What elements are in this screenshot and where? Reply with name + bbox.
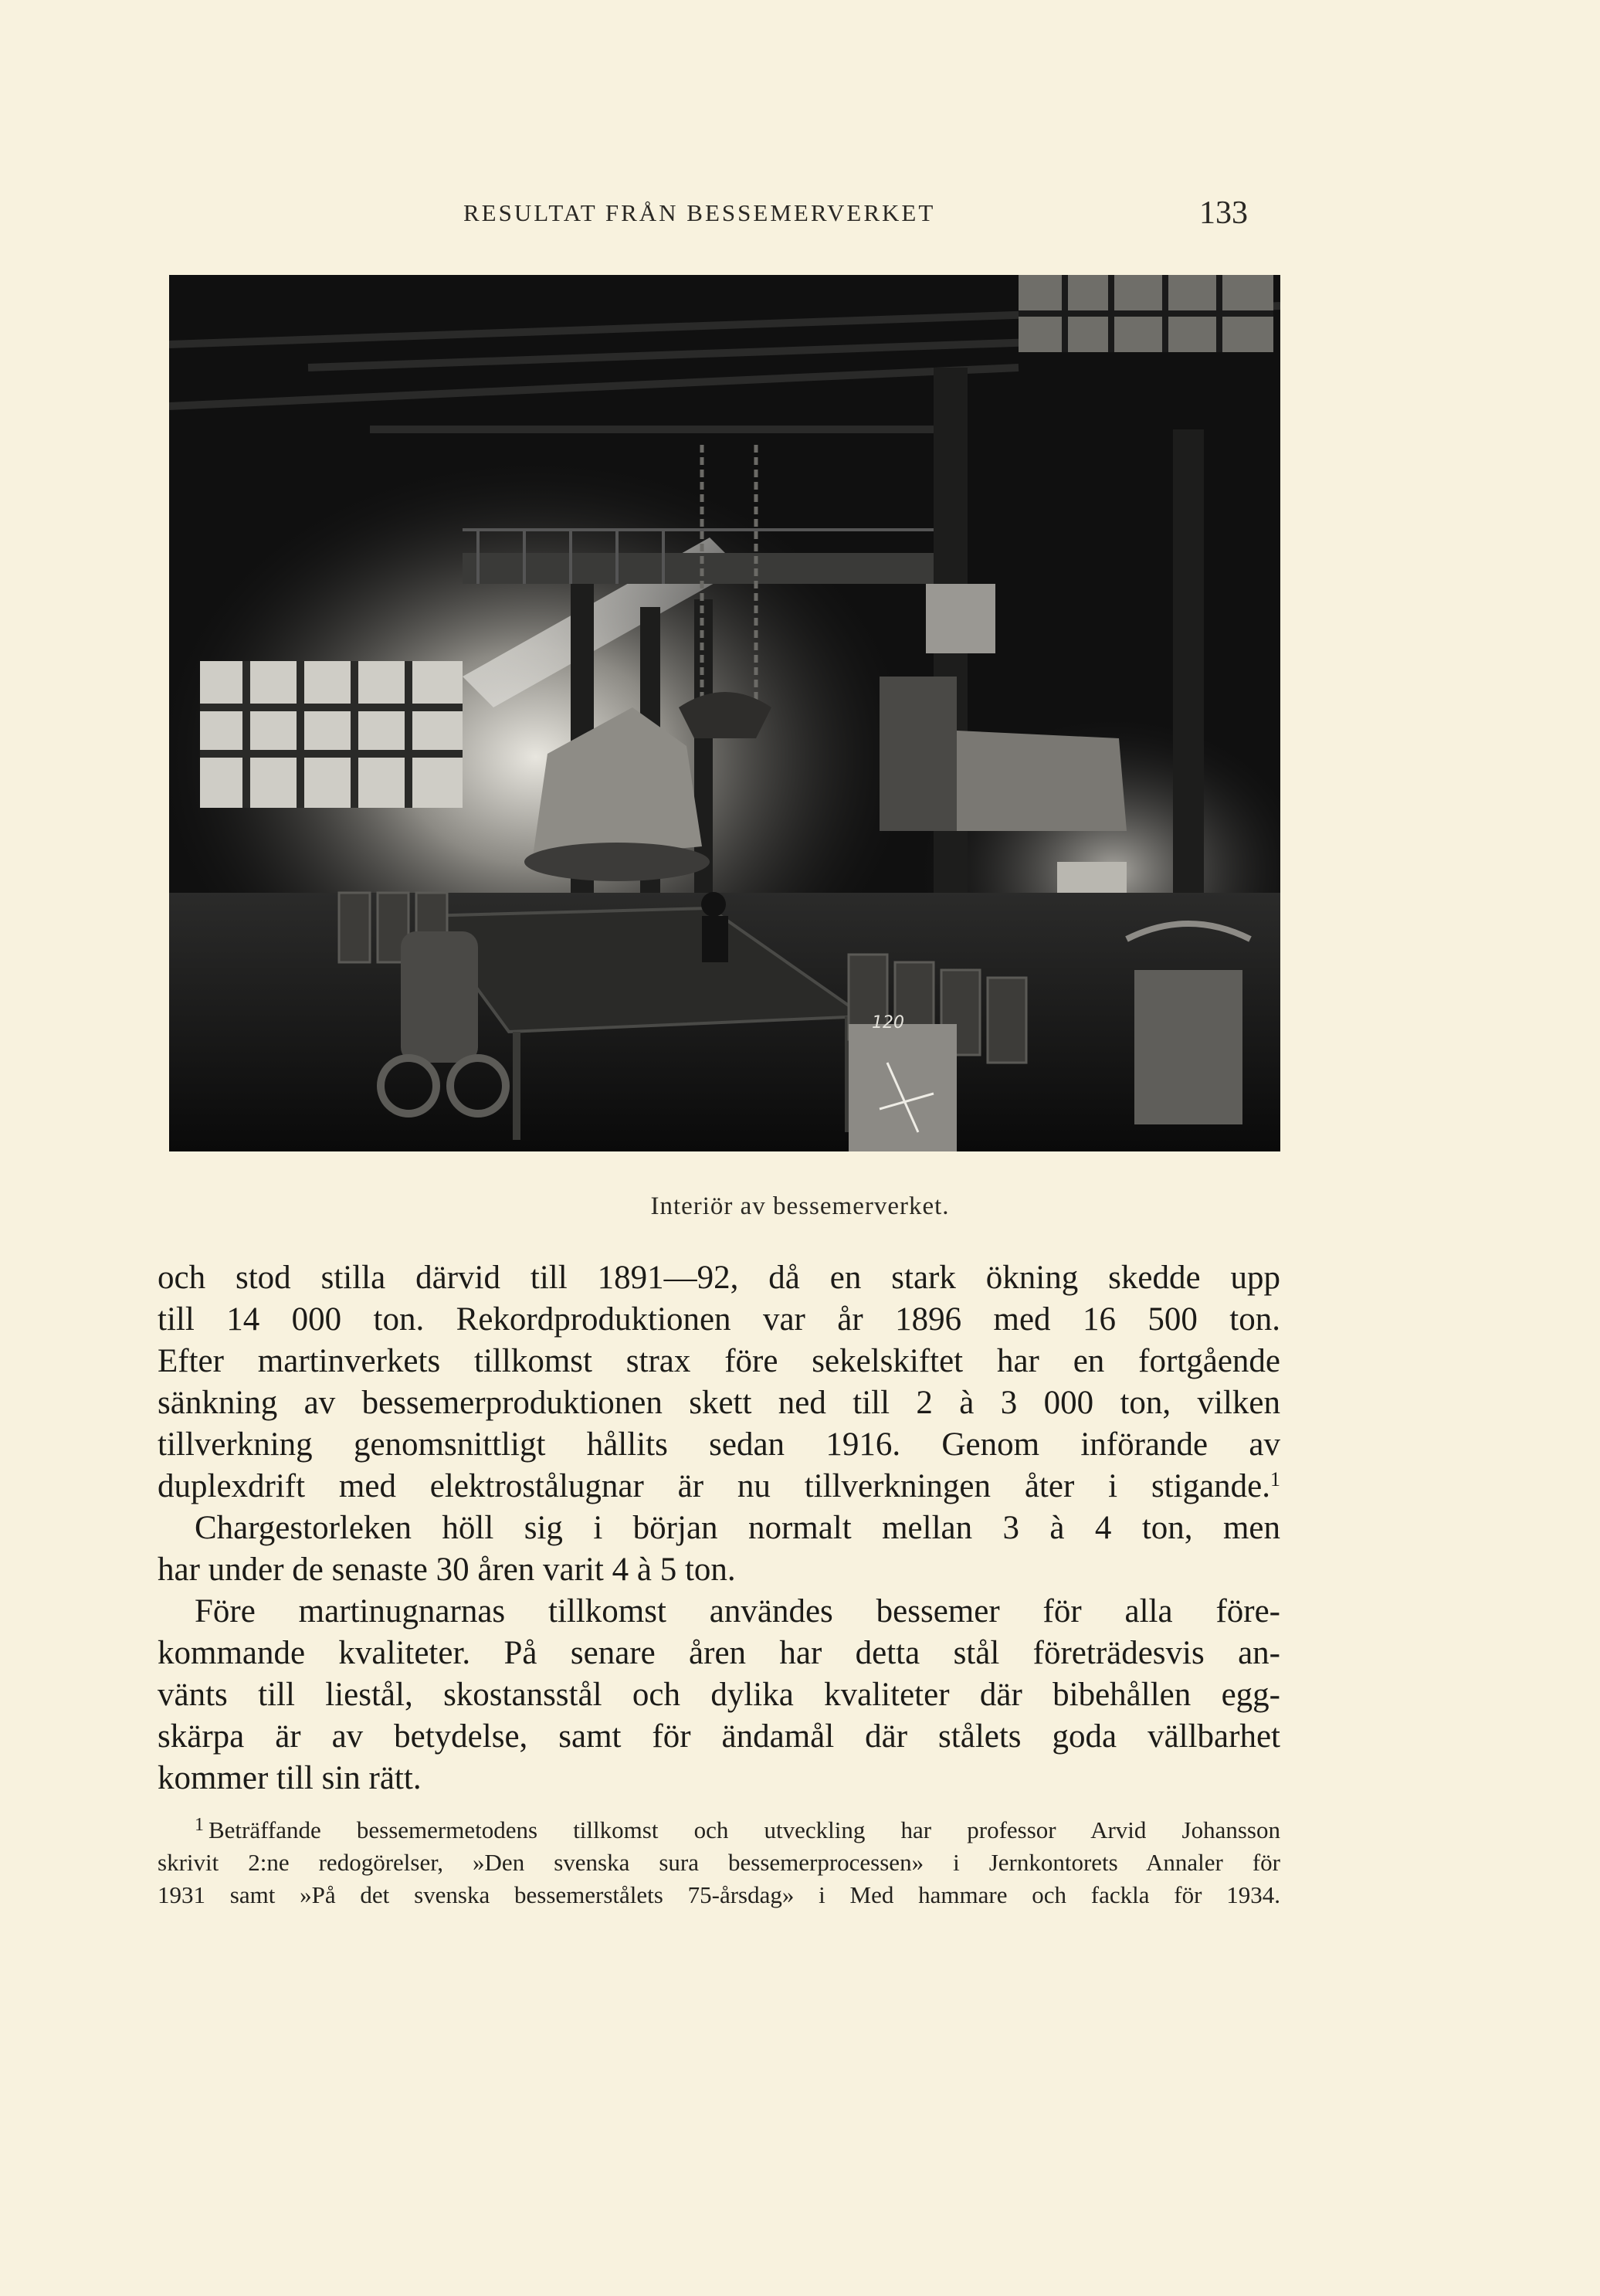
body-line: sänkning av bessemerproduktionen skett ned till 2 à 3 000 ton, vilken	[158, 1385, 1280, 1421]
footnote-marker: 1	[195, 1815, 204, 1835]
barrel-label: 120	[872, 1013, 904, 1033]
figure-caption: Interiör av bessemerverket.	[650, 1192, 950, 1220]
footnote-line: skrivit 2:ne redogörelser, »Den svenska sura bessemerprocessen» i Jernkontorets Annaler för	[158, 1849, 1280, 1876]
body-line: och stod stilla därvid till 1891—92, då en stark ökning skedde upp	[158, 1260, 1280, 1296]
body-line: har under de senaste 30 åren varit 4 à 5 ton.	[158, 1552, 736, 1588]
body-line: tillverkning genomsnittligt hållits sedan 1916. Genom införande av	[158, 1426, 1280, 1463]
body-line: vänts till liestål, skostansstål och dylika kvaliteter där bibehållen egg-	[158, 1677, 1280, 1713]
body-line: till 14 000 ton. Rekordproduktionen var år 1896 med 16 500 ton.	[158, 1301, 1280, 1338]
body-text	[158, 1257, 1280, 1799]
running-title: RESULTAT FRÅN BESSEMERVERKET	[463, 199, 936, 226]
footnote-reference: 1	[1270, 1468, 1280, 1491]
body-line: Före martinugnarnas tillkomst användes bessemer för alla före-	[195, 1593, 1280, 1630]
body-line: kommande kvaliteter. På senare åren har detta stål företrädesvis an-	[158, 1635, 1280, 1671]
page-number: 133	[1199, 195, 1248, 231]
body-line: Efter martinverkets tillkomst strax före sekelskiftet har en fortgående	[158, 1343, 1280, 1379]
body-line-text: duplexdrift med elektrostålugnar är nu tillverkningen åter i stigande.	[158, 1468, 1270, 1504]
footnote-line-text: Beträffande bessemermetodens tillkomst och utveckling har professor Arvid Johansson	[208, 1816, 1280, 1843]
footnote-line	[158, 1814, 1280, 1847]
footnote-line: 1931 samt »På det svenska bessemerstålets 75-årsdag» i Med hammare och fackla för 1934.	[158, 1881, 1280, 1908]
bessemer-interior-photo	[169, 275, 1280, 1151]
body-line: kommer till sin rätt.	[158, 1760, 422, 1796]
body-line-with-note	[158, 1466, 1280, 1507]
body-line: skärpa är av betydelse, samt för ändamål där stålets goda vällbarhet	[158, 1718, 1280, 1755]
footnote	[158, 1814, 1280, 1911]
body-line: Chargestorleken höll sig i början normalt mellan 3 à 4 ton, men	[195, 1510, 1280, 1546]
